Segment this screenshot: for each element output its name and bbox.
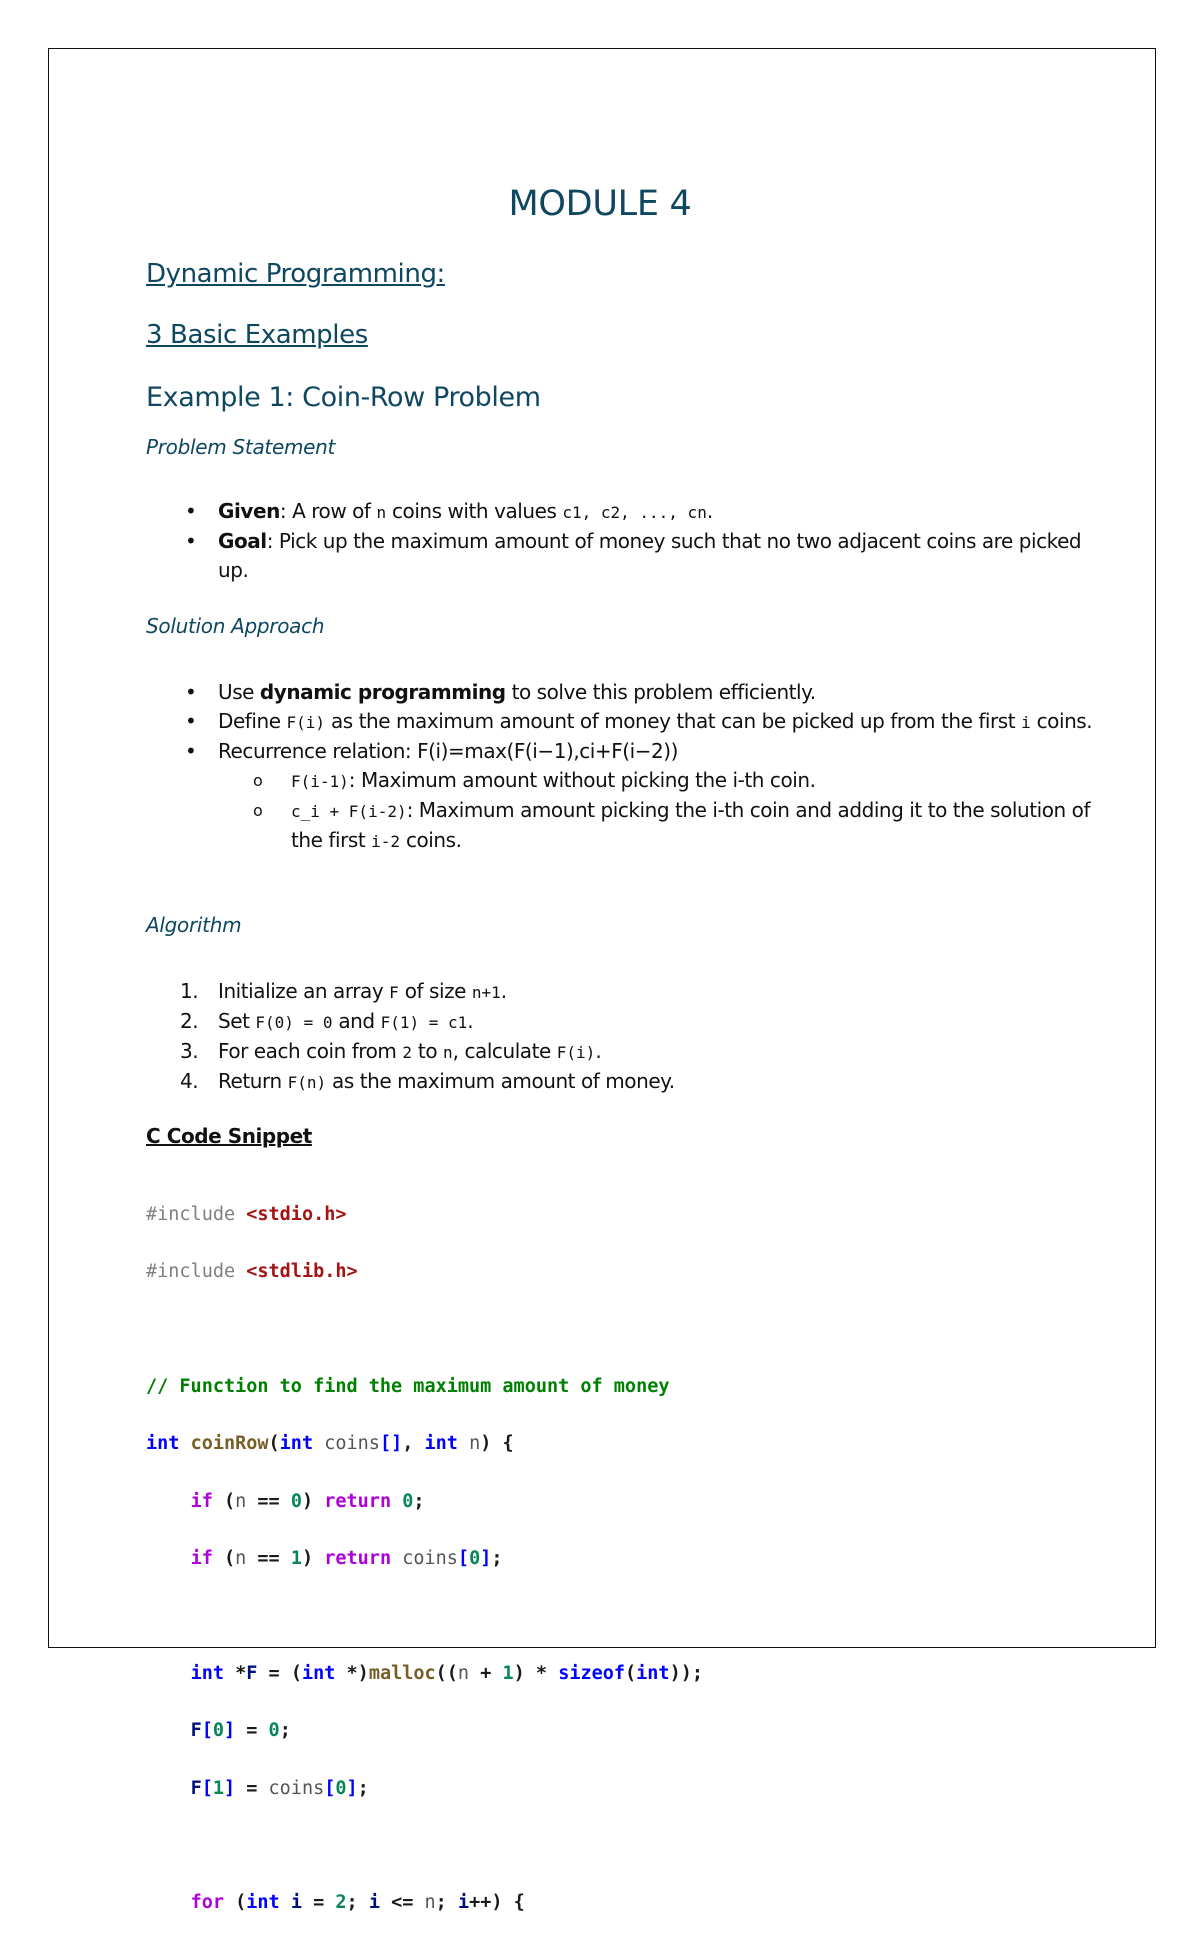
- code-token: coins: [268, 1777, 325, 1799]
- text: Define: [218, 709, 287, 733]
- code-token: F: [190, 1777, 202, 1799]
- algorithm-step: [180, 1037, 1098, 1067]
- example-heading: Example 1: Coin-Row Problem: [146, 382, 541, 413]
- code-token: for: [190, 1892, 224, 1914]
- solution-approach-heading: Solution Approach: [146, 614, 325, 638]
- code-token: int: [146, 1433, 180, 1455]
- text: Use: [218, 680, 260, 704]
- code-token: i: [457, 1892, 470, 1914]
- code: F(n): [287, 1073, 327, 1092]
- code-token: 1: [212, 1777, 224, 1799]
- code-fi: F(i): [286, 713, 326, 732]
- code-comment: // Function to find the maximum amount of money: [146, 1375, 670, 1397]
- code-snippet-heading: C Code Snippet: [146, 1124, 312, 1148]
- code-line: int coinRow(int coins[], int n) {: [146, 1433, 514, 1455]
- code-token: int: [190, 1662, 224, 1684]
- text: and: [332, 1009, 381, 1033]
- text: Set: [218, 1009, 256, 1033]
- text: to solve this problem efficiently.: [505, 680, 816, 704]
- code-token: int: [279, 1433, 314, 1455]
- algorithm-step: [180, 1007, 1098, 1037]
- code-token: coins: [324, 1433, 380, 1455]
- text: coins.: [1030, 709, 1093, 733]
- algorithm-steps: [176, 977, 1098, 1097]
- section-heading-dynamic-programming: Dynamic Programming:: [146, 259, 445, 289]
- text: .: [500, 979, 507, 1003]
- code-token: 0: [469, 1548, 481, 1570]
- code: F(i): [556, 1043, 596, 1062]
- code-token: #include: [146, 1261, 236, 1283]
- code-line: F[1] = coins[0];: [190, 1777, 369, 1799]
- code-token: <stdlib.h>: [246, 1261, 358, 1283]
- algorithm-step: [180, 1067, 1098, 1097]
- text: : Maximum amount picking the i-th coin and adding it to the solution of the first: [291, 798, 1091, 852]
- text: : Maximum amount without picking the i-th coin.: [348, 768, 816, 792]
- recurrence-text: Recurrence relation: F(i)=max(F(i−1),ci+F(i−2)): [218, 739, 678, 763]
- code-token: #include: [146, 1203, 236, 1225]
- code-token: 1: [502, 1662, 514, 1684]
- text: Initialize an array: [218, 979, 390, 1003]
- code-token: n: [424, 1892, 436, 1914]
- text: .: [467, 1009, 474, 1033]
- code-token: 0: [335, 1777, 347, 1799]
- text: as the maximum amount of money that can be picked up from the first: [325, 709, 1022, 733]
- code-token: 1: [290, 1548, 302, 1570]
- code-token: if: [190, 1548, 213, 1570]
- code-i-minus-2: i-2: [371, 832, 401, 851]
- step-number: 4.: [180, 1069, 199, 1093]
- algorithm-heading: Algorithm: [146, 913, 242, 937]
- code: n+1: [471, 983, 501, 1002]
- text: For each coin from: [218, 1039, 403, 1063]
- code-token: if: [190, 1490, 213, 1512]
- text: to: [412, 1039, 444, 1063]
- code-token: int: [246, 1892, 280, 1914]
- code-line: [146, 1602, 703, 1631]
- sub-item-without-coin: [291, 766, 1098, 796]
- code-token: n: [457, 1662, 470, 1684]
- text: Return: [218, 1069, 288, 1093]
- code-token: return: [324, 1490, 392, 1512]
- code-token: 2: [335, 1892, 347, 1914]
- code: 2: [402, 1043, 413, 1062]
- goal-text: : Pick up the maximum amount of money such that no two adjacent coins are picked up.: [218, 529, 1082, 582]
- problem-statement-list: [176, 497, 1098, 585]
- code: F(0) = 0: [255, 1013, 333, 1032]
- code-line: [146, 1373, 703, 1402]
- code-token: 0: [402, 1490, 414, 1512]
- code-token: 0: [290, 1490, 302, 1512]
- problem-statement-heading: Problem Statement: [146, 435, 336, 459]
- step-number: 3.: [180, 1039, 199, 1063]
- goal-label: Goal: [218, 529, 267, 553]
- code-token: coins: [402, 1548, 458, 1570]
- code: F(1) = c1: [380, 1013, 468, 1032]
- code-i: i: [1021, 713, 1031, 732]
- code-line: [146, 1315, 703, 1344]
- text: coins.: [400, 828, 462, 852]
- code-token: 0: [268, 1720, 280, 1742]
- given-text: : A row of: [279, 499, 377, 523]
- given-text: coins with values: [386, 499, 563, 523]
- page-title: MODULE 4: [508, 184, 692, 224]
- code-line: [146, 1832, 703, 1861]
- given-text: .: [706, 499, 713, 523]
- code-line: if (n == 0) return 0;: [190, 1490, 425, 1512]
- section-heading-basic-examples: 3 Basic Examples: [146, 320, 368, 350]
- code-token: int: [636, 1662, 670, 1684]
- code-token: 0: [212, 1720, 224, 1742]
- step-number: 2.: [180, 1009, 199, 1033]
- code-token: i: [368, 1892, 380, 1914]
- given-label: Given: [218, 499, 280, 523]
- code-token: int: [424, 1433, 458, 1455]
- text: as the maximum amount of money.: [326, 1069, 675, 1093]
- code-token: F: [190, 1720, 202, 1742]
- list-item-goal: [218, 527, 1098, 585]
- code-token: n: [235, 1490, 247, 1512]
- text: of size: [398, 979, 472, 1003]
- algorithm-step: [180, 977, 1098, 1007]
- text: , calculate: [452, 1039, 557, 1063]
- code-line: for (int i = 2; i <= n; i++) {: [190, 1892, 525, 1914]
- code-token: n: [469, 1433, 481, 1455]
- code: F: [389, 983, 399, 1002]
- code-block: [146, 1172, 703, 1947]
- code-token: int: [301, 1662, 336, 1684]
- code-line: int *F = (int *)malloc((n + 1) * sizeof(int));: [190, 1662, 703, 1684]
- code-token: <stdio.h>: [246, 1203, 347, 1225]
- sub-item-with-coin: [291, 796, 1098, 856]
- code-token: F: [246, 1662, 258, 1684]
- list-item-define: [218, 707, 1098, 737]
- code-line: [146, 1258, 703, 1287]
- code-coin-values: c1, c2, ..., cn: [562, 503, 707, 522]
- code-ci-plus-f: c_i + F(i-2): [291, 802, 407, 821]
- code-f-i-minus-1: F(i-1): [291, 772, 349, 791]
- code-line: F[0] = 0;: [190, 1720, 291, 1742]
- recurrence-sub-list: [218, 766, 1098, 856]
- code-token: coinRow: [190, 1433, 269, 1455]
- code-line: if (n == 1) return coins[0];: [190, 1548, 503, 1570]
- code-n: n: [376, 503, 387, 522]
- text: .: [595, 1039, 602, 1063]
- code-token: n: [235, 1548, 247, 1570]
- list-item-recurrence: [218, 737, 1098, 856]
- bold-text: dynamic programming: [259, 680, 506, 704]
- list-item-given: [218, 497, 1098, 527]
- code-token: sizeof: [558, 1662, 626, 1684]
- code-token: malloc: [368, 1662, 436, 1684]
- code: n: [443, 1043, 453, 1062]
- code-line: [146, 1201, 703, 1230]
- code-token: return: [324, 1548, 392, 1570]
- step-number: 1.: [180, 979, 199, 1003]
- code-token: i: [290, 1892, 302, 1914]
- list-item-use-dp: [218, 678, 1098, 707]
- solution-approach-list: [176, 678, 1098, 856]
